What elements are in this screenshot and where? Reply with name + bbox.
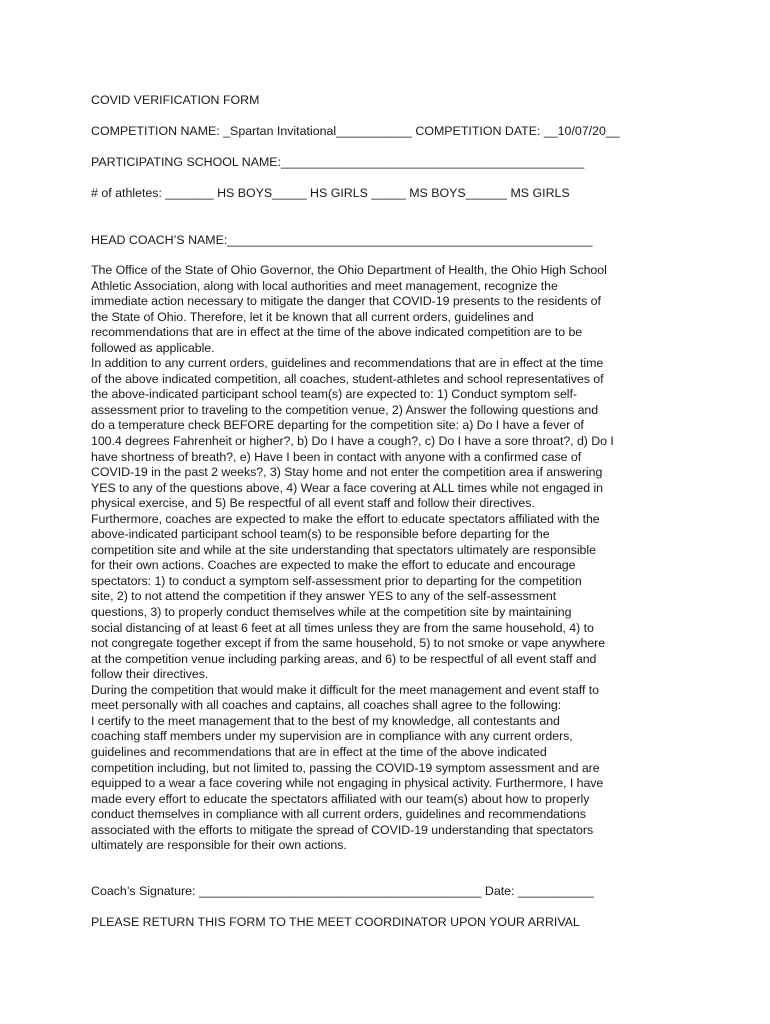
body-line: questions, 3) to properly conduct themselves while at the competition site by maintaining bbox=[91, 605, 572, 620]
body-line: assessment prior to traveling to the competition venue, 2) Answer the following questions and bbox=[91, 402, 599, 417]
body-line: I certify to the meet management that to the best of my knowledge, all contestants and bbox=[91, 713, 560, 728]
signature-line: Coach’s Signature: _________________________________________ Date: ___________ bbox=[91, 884, 594, 898]
body-line: associated with the efforts to mitigate the spread of COVID-19 understanding that spectators bbox=[91, 822, 594, 837]
body-line: meet personally with all coaches and captains, all coaches shall agree to the following: bbox=[91, 698, 562, 713]
body-line: the State of Ohio. Therefore, let it be known that all current orders, guidelines and bbox=[91, 309, 534, 324]
body-line: conduct themselves in compliance with all current orders, guidelines and recommendations bbox=[91, 807, 586, 822]
body-line: social distancing of at least 6 feet at all times unless they are from the same household, 4) to bbox=[91, 620, 594, 635]
body-line: Athletic Association, along with local authorities and meet management, recognize the bbox=[91, 278, 558, 293]
body-line: In addition to any current orders, guidelines and recommendations that are in effect at the time bbox=[91, 356, 604, 371]
body-line: physical exercise, and 5) Be respectful of all event staff and follow their directives. bbox=[91, 496, 535, 511]
school-name-line: PARTICIPATING SCHOOL NAME:____________________________________________ bbox=[91, 155, 585, 169]
body-line: The Office of the State of Ohio Governor, the Ohio Department of Health, the Ohio High School bbox=[91, 263, 607, 277]
body-line: have shortness of breath?, e) Have I been in contact with anyone with a confirmed case of bbox=[91, 449, 582, 464]
return-note: PLEASE RETURN THIS FORM TO THE MEET COORDINATOR UPON YOUR ARRIVAL bbox=[91, 915, 580, 929]
body-line: YES to any of the questions above, 4) Wear a face covering at ALL times while not engaged in bbox=[91, 480, 603, 495]
body-line: at the competition venue including parking areas, and 6) to be respectful of all event staff and bbox=[91, 651, 597, 666]
body-line: competition site and while at the site understanding that spectators ultimately are responsible bbox=[91, 542, 596, 557]
body-line: do a temperature check BEFORE departing for the competition site: a) Do I have a fever of bbox=[91, 418, 584, 433]
body-line: recommendations that are in effect at the time of the above indicated competition are to be bbox=[91, 325, 583, 340]
form-title: COVID VERIFICATION FORM bbox=[91, 93, 260, 107]
athletes-count-line: # of athletes: _______ HS BOYS_____ HS GIRLS _____ MS BOYS______ MS GIRLS bbox=[91, 186, 570, 200]
competition-line: COMPETITION NAME: _Spartan Invitational___________ COMPETITION DATE: __10/07/20__ bbox=[91, 124, 620, 138]
body-line: spectators: 1) to conduct a symptom self-assessment prior to departing for the competition bbox=[91, 573, 582, 588]
body-line: competition including, but not limited to, passing the COVID-19 symptom assessment and are bbox=[91, 760, 600, 775]
body-line: coaching staff members under my supervision are in compliance with any current orders, bbox=[91, 729, 573, 744]
body-line: During the competition that would make it difficult for the meet management and event staff to bbox=[91, 682, 599, 697]
body-line: equipped to a wear a face covering while not engaging in physical activity. Furthermore, I have bbox=[91, 776, 604, 791]
body-line: COVID-19 in the past 2 weeks?, 3) Stay home and not enter the competition area if answering bbox=[91, 465, 603, 480]
body-line: ultimately are responsible for their own actions. bbox=[91, 838, 347, 853]
body-line: site, 2) to not attend the competition if they answer YES to any of the self-assessment bbox=[91, 589, 557, 604]
body-line: follow their directives. bbox=[91, 667, 209, 682]
body-line: above-indicated participant school team(s) to be responsible before departing for the bbox=[91, 527, 550, 542]
body-line: followed as applicable. bbox=[91, 340, 215, 355]
body-line: 100.4 degrees Fahrenheit or higher?, b) Do I have a cough?, c) Do I have a sore throat?, d) Do I bbox=[91, 434, 614, 449]
body-line: Furthermore, coaches are expected to make the effort to educate spectators affiliated with the bbox=[91, 511, 600, 526]
body-line: for their own actions. Coaches are expected to make the effort to educate and encourage bbox=[91, 558, 576, 573]
body-line: immediate action necessary to mitigate the danger that COVID-19 presents to the residents of bbox=[91, 294, 601, 309]
body-line: the above-indicated participant school team(s) are expected to: 1) Conduct symptom self- bbox=[91, 387, 577, 402]
body-paragraphs bbox=[91, 263, 691, 854]
head-coach-line: HEAD COACH’S NAME:_____________________________________________________ bbox=[91, 233, 593, 247]
body-line: not congregate together except if from the same household, 5) to not smoke or vape anywhere bbox=[91, 636, 606, 651]
body-line: made every effort to educate the spectators affiliated with our team(s) about how to properly bbox=[91, 791, 590, 806]
body-line: guidelines and recommendations that are in effect at the time of the above indicated bbox=[91, 744, 547, 759]
body-line: of the above indicated competition, all coaches, student-athletes and school representatives of bbox=[91, 371, 604, 386]
